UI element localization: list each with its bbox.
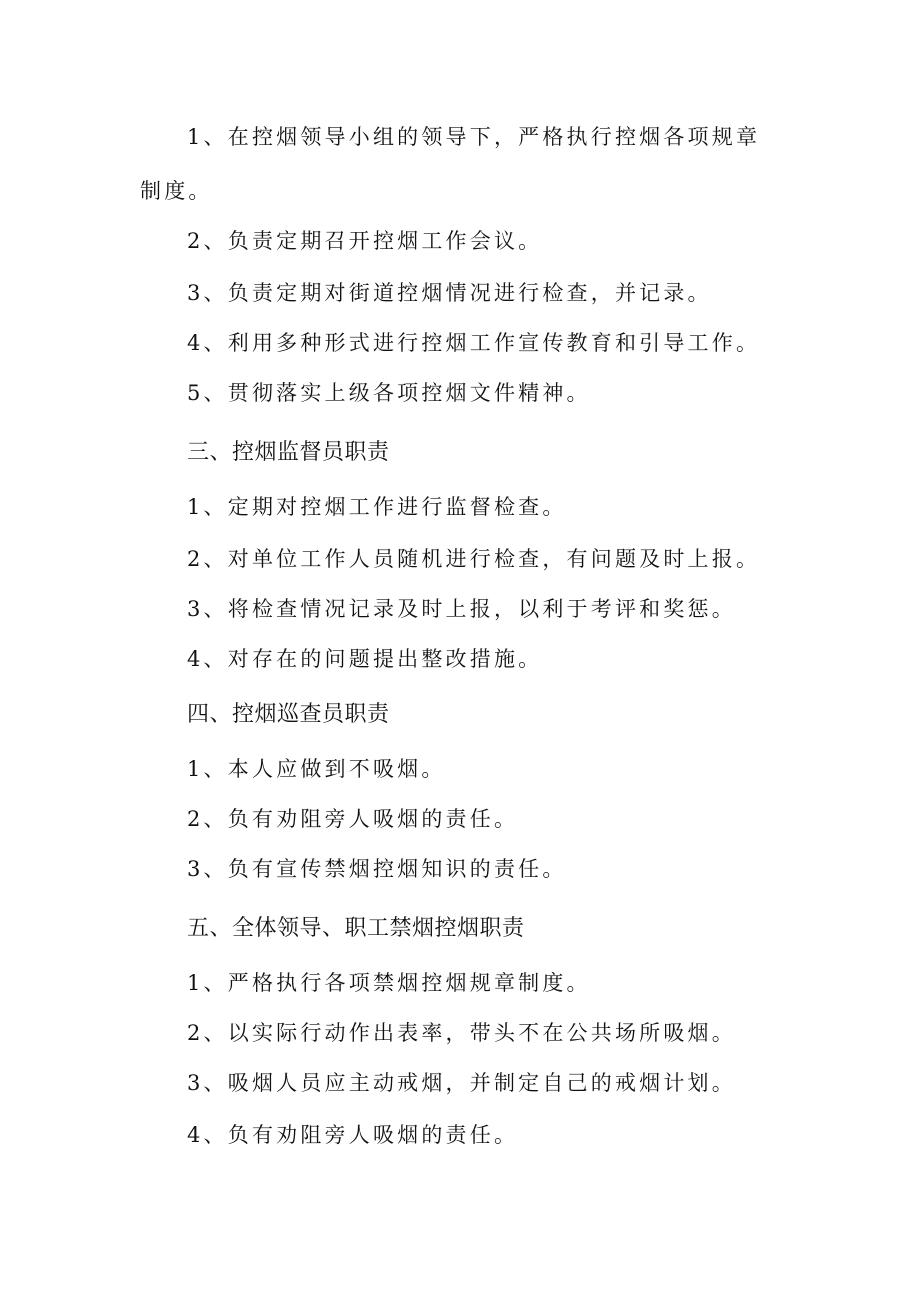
paragraph-item: 3、吸烟人员应主动戒烟，并制定自己的戒烟计划。	[187, 1071, 736, 1095]
paragraph-item: 2、负责定期召开控烟工作会议。	[187, 229, 543, 253]
section-heading: 五、全体领导、职工禁烟控烟职责	[187, 916, 525, 941]
section-heading: 三、控烟监督员职责	[187, 440, 390, 465]
paragraph-item: 5、贯彻落实上级各项控烟文件精神。	[187, 381, 591, 405]
paragraph-item: 2、负有劝阻旁人吸烟的责任。	[187, 807, 519, 831]
paragraph-item: 4、对存在的问题提出整改措施。	[187, 647, 543, 671]
paragraph-item-continuation: 制度。	[140, 179, 213, 203]
section-heading: 四、控烟巡查员职责	[187, 702, 390, 727]
paragraph-item: 1、定期对控烟工作进行监督检查。	[187, 495, 567, 519]
paragraph-item: 1、在控烟领导小组的领导下，严格执行控烟各项规章	[187, 125, 761, 149]
paragraph-item: 3、负责定期对街道控烟情况进行检查，并记录。	[187, 281, 712, 305]
paragraph-item: 1、严格执行各项禁烟控烟规章制度。	[187, 971, 591, 995]
paragraph-item: 2、以实际行动作出表率，带头不在公共场所吸烟。	[187, 1021, 736, 1045]
paragraph-item: 1、本人应做到不吸烟。	[187, 757, 446, 781]
paragraph-item: 4、负有劝阻旁人吸烟的责任。	[187, 1123, 519, 1147]
paragraph-item: 3、负有宣传禁烟控烟知识的责任。	[187, 857, 567, 881]
paragraph-item: 3、将检查情况记录及时上报，以利于考评和奖惩。	[187, 597, 736, 621]
paragraph-item: 2、对单位工作人员随机进行检查，有问题及时上报。	[187, 547, 761, 571]
paragraph-item: 4、利用多种形式进行控烟工作宣传教育和引导工作。	[187, 331, 761, 355]
